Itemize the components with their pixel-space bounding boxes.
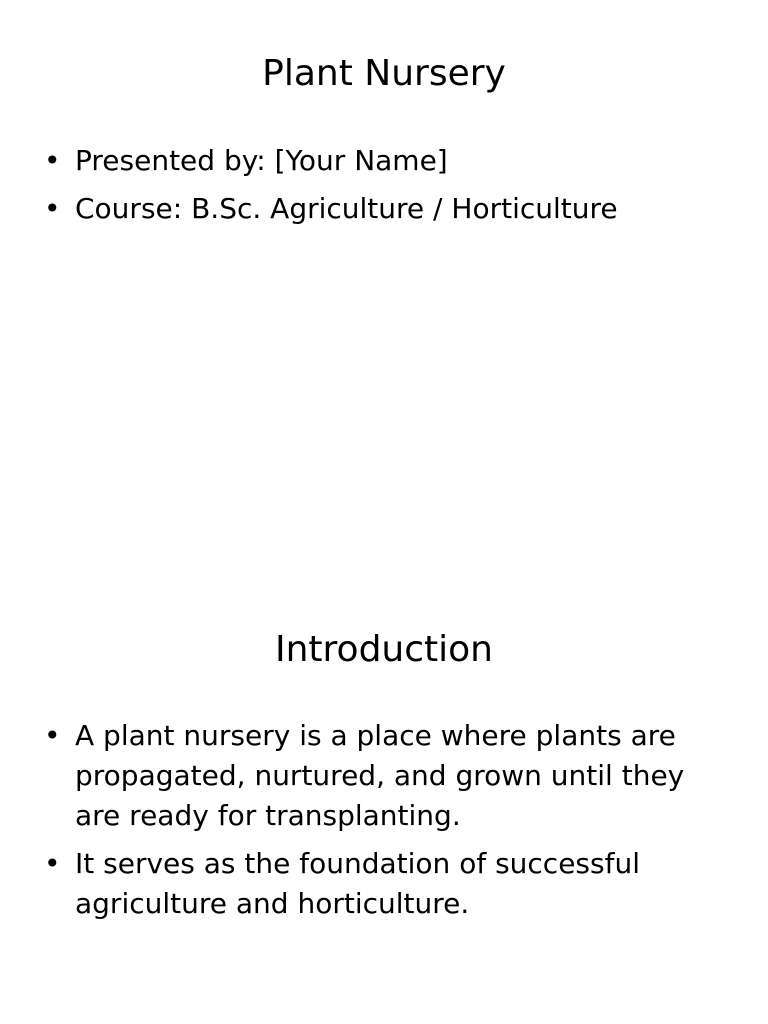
bullet-text: It serves as the foundation of successful agriculture and horticulture. <box>75 847 640 920</box>
list-item <box>0 189 768 229</box>
bullet-icon: • <box>44 144 61 177</box>
bullet-text: Course: B.Sc. Agriculture / Horticulture <box>75 192 618 225</box>
bullet-text: A plant nursery is a place where plants are propagated, nurtured, and grown until they are ready for transplanting. <box>75 719 685 832</box>
bullet-list <box>0 716 768 932</box>
slide-title: Plant Nursery <box>262 53 506 94</box>
bullet-icon: • <box>44 719 61 752</box>
bullet-list <box>0 141 768 237</box>
list-item <box>0 141 768 181</box>
slide-title: Introduction <box>274 629 493 670</box>
bullet-icon: • <box>44 192 61 225</box>
list-item <box>0 716 768 836</box>
slide-introduction <box>0 576 768 1024</box>
bullet-icon: • <box>44 847 61 880</box>
bullet-text: Presented by: [Your Name] <box>75 144 448 177</box>
list-item <box>0 844 768 924</box>
